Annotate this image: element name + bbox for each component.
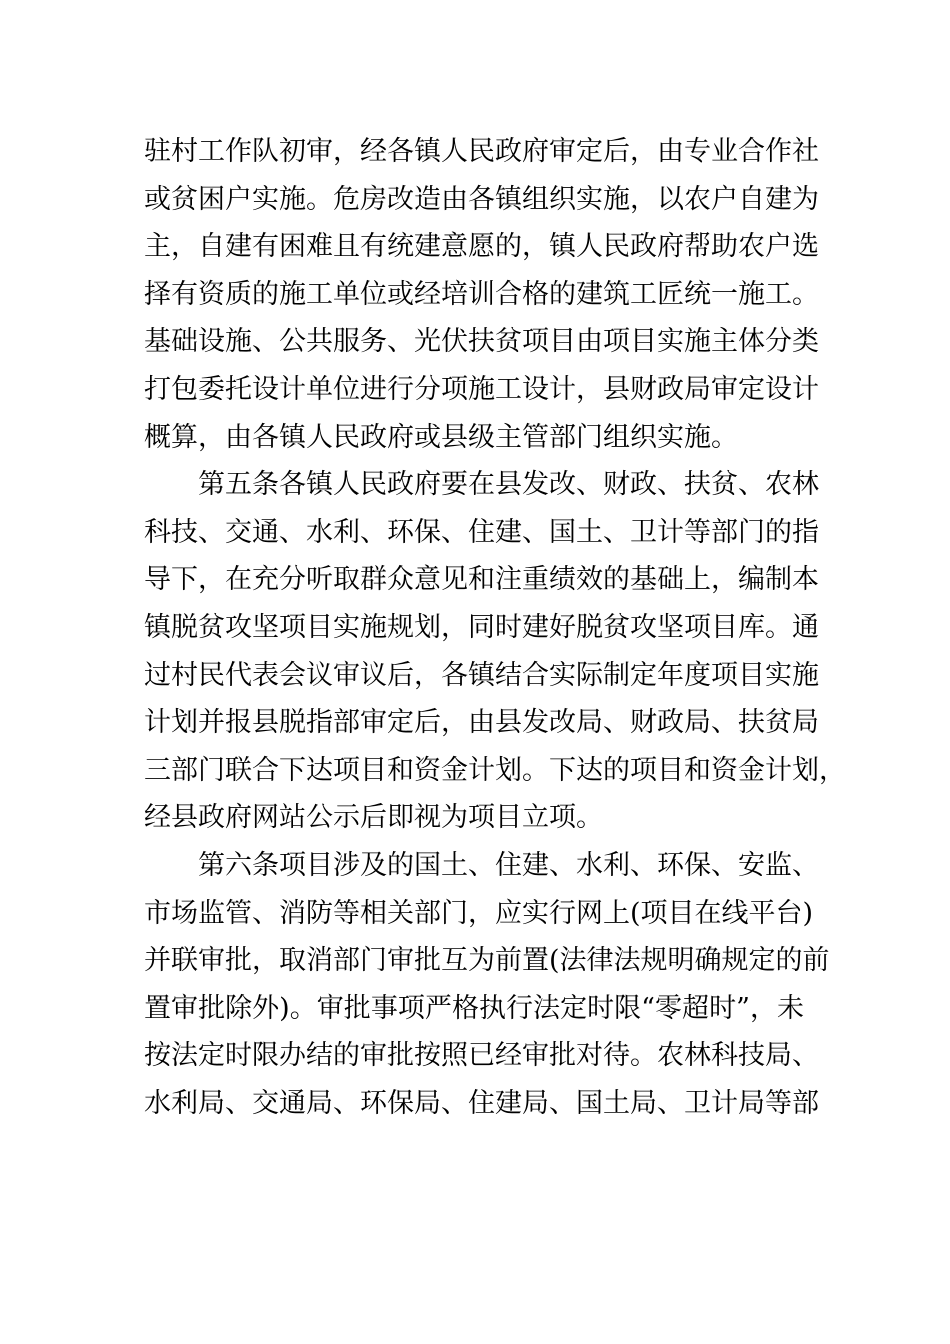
paragraph-3-line-1: 第六条项目涉及的国土、住建、水利、环保、安监、 [198, 849, 819, 881]
paragraph-3-line-4: 置审批除外)。审批事项严格执行法定时限“零超时”，未 [144, 992, 804, 1024]
document-body [144, 128, 846, 1127]
paragraph-2-line-5: 过村民代表会议审议后，各镇结合实际制定年度项目实施 [144, 659, 819, 691]
paragraph-3-line-3: 并联审批，取消部门审批互为前置(法律法规明确规定的前 [144, 945, 830, 977]
paragraph-1-line-4: 择有资质的施工单位或经培训合格的建筑工匠统一施工。 [144, 278, 819, 310]
paragraph-3-line-5: 按法定时限办结的审批按照已经审批对待。农林科技局、 [144, 1040, 819, 1072]
paragraph-2-line-7: 三部门联合下达项目和资金计划。下达的项目和资金计划， [144, 754, 846, 786]
paragraph-1-line-1: 驻村工作队初审，经各镇人民政府审定后，由专业合作社 [144, 136, 819, 167]
paragraph-2-line-4: 镇脱贫攻坚项目实施规划，同时建好脱贫攻坚项目库。通 [144, 611, 819, 643]
paragraph-1-line-2: 或贫困户实施。危房改造由各镇组织实施，以农户自建为 [144, 183, 819, 215]
paragraph-3-line-2: 市场监管、消防等相关部门，应实行网上(项目在线平台) [144, 897, 814, 929]
paragraph-2-line-2: 科技、交通、水利、环保、住建、国土、卫计等部门的指 [144, 516, 819, 548]
paragraph-1-line-5: 基础设施、公共服务、光伏扶贫项目由项目实施主体分类 [144, 326, 819, 358]
paragraph-2-line-1: 第五条各镇人民政府要在县发改、财政、扶贫、农林 [198, 469, 819, 501]
paragraph-1-line-6: 打包委托设计单位进行分项施工设计，县财政局审定设计 [144, 373, 819, 405]
paragraph-2-line-6: 计划并报县脱指部审定后，由县发改局、财政局、扶贫局 [144, 707, 819, 739]
paragraph-1-line-7: 概算，由各镇人民政府或县级主管部门组织实施。 [144, 421, 738, 453]
paragraph-1-line-3: 主，自建有困难且有统建意愿的，镇人民政府帮助农户选 [144, 231, 819, 263]
paragraph-2-line-3: 导下，在充分听取群众意见和注重绩效的基础上，编制本 [144, 564, 819, 596]
paragraph-3-line-6: 水利局、交通局、环保局、住建局、国土局、卫计局等部 [144, 1087, 819, 1119]
paragraph-2-line-8: 经县政府网站公示后即视为项目立项。 [144, 802, 603, 834]
